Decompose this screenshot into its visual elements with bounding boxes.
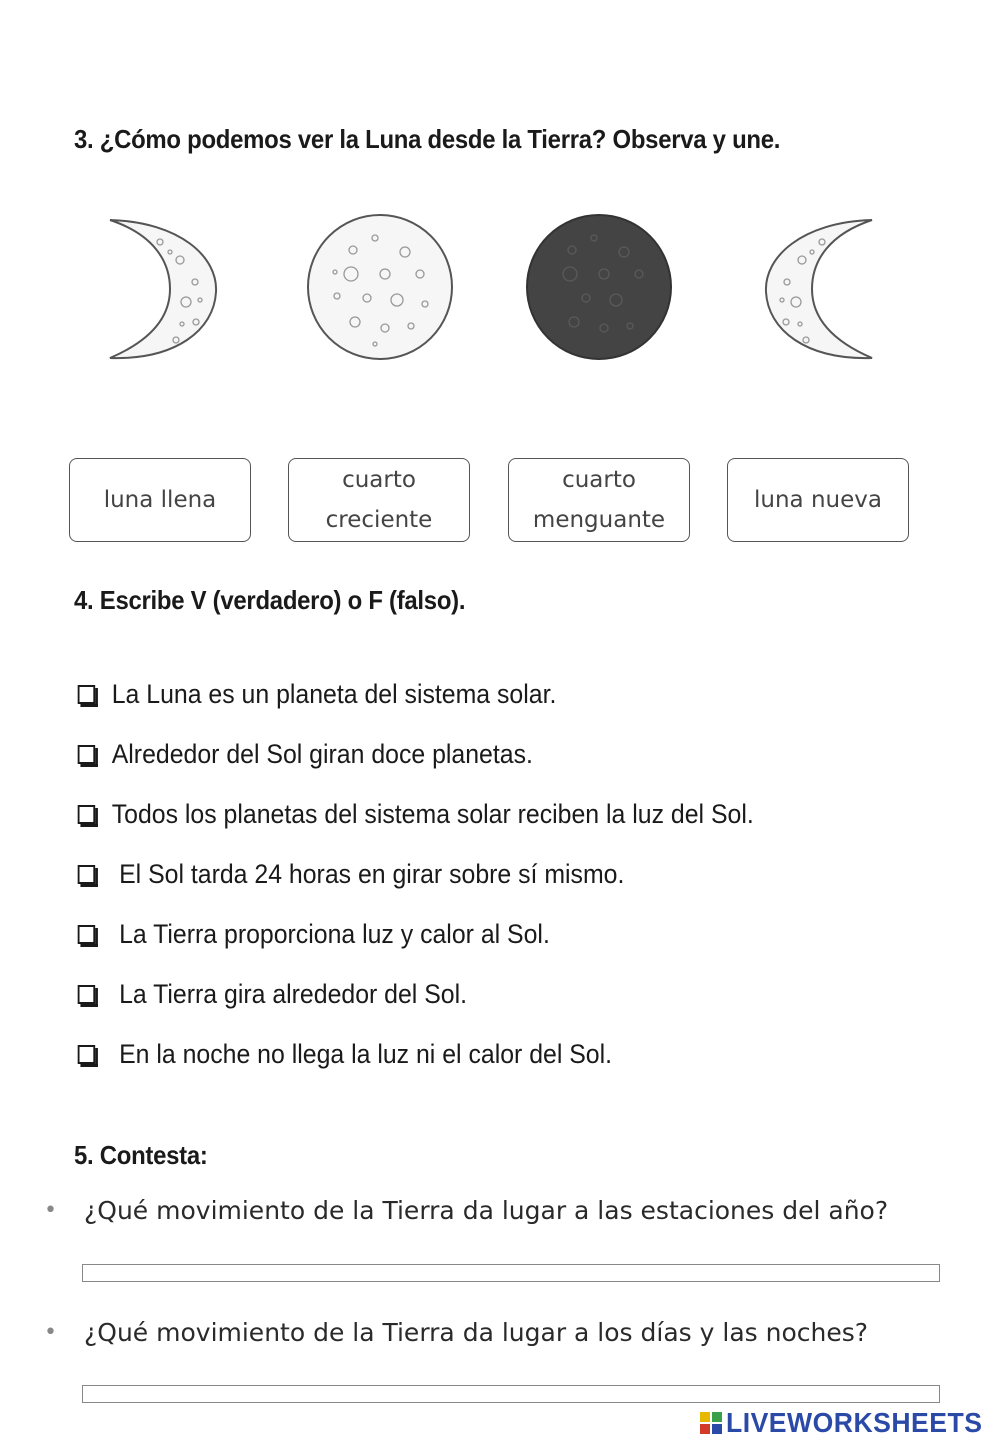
section-5-title: 5. Contesta: — [74, 1140, 208, 1170]
label-luna-nueva-text: luna nueva — [754, 487, 882, 513]
tf-item — [74, 974, 467, 1014]
tf-statement: En la noche no llega la luz ni el calor del Sol. — [119, 1038, 613, 1069]
answer-input-day-night[interactable] — [82, 1385, 940, 1403]
tf-statement: La Tierra gira alrededor del Sol. — [119, 978, 468, 1009]
answer-input-seasons[interactable] — [82, 1264, 940, 1282]
moon-full-icon — [305, 212, 455, 362]
tf-statement: Todos los planetas del sistema solar reciben la luz del Sol. — [111, 798, 754, 829]
tf-checkbox[interactable] — [78, 865, 95, 884]
tf-statement: La Tierra proporciona luz y calor al Sol. — [119, 918, 550, 949]
bullet-icon: • — [44, 1197, 57, 1223]
label-cuarto-creciente[interactable] — [288, 458, 470, 542]
liveworksheets-logo — [700, 1408, 996, 1438]
label-luna-llena-text: luna llena — [103, 487, 217, 513]
question-text: ¿Qué movimiento de la Tierra da lugar a las estaciones del año? — [84, 1195, 889, 1225]
tf-item — [74, 734, 533, 774]
tf-item — [74, 914, 550, 954]
tf-statement: Alrededor del Sol giran doce planetas. — [111, 738, 533, 769]
label-cuarto-creciente-line2: creciente — [325, 507, 433, 533]
liveworksheets-brand-text: LIVEWORKSHEETS — [726, 1407, 983, 1438]
question-seasons — [44, 1190, 888, 1230]
label-cuarto-creciente-line1: cuarto — [342, 467, 416, 493]
tf-checkbox[interactable] — [78, 985, 95, 1004]
bullet-icon: • — [44, 1319, 57, 1345]
tf-item — [74, 794, 754, 834]
question-day-night — [44, 1312, 868, 1352]
tf-item — [74, 854, 624, 894]
moon-crescent-left-icon — [762, 212, 882, 364]
tf-item — [74, 1034, 612, 1074]
moon-crescent-right-icon — [100, 212, 220, 364]
tf-statement: La Luna es un planeta del sistema solar. — [111, 678, 557, 709]
section-3-title: 3. ¿Cómo podemos ver la Luna desde la Tierra? Observa y une. — [74, 124, 781, 154]
section-4-title: 4. Escribe V (verdadero) o F (falso). — [74, 585, 466, 615]
question-text: ¿Qué movimiento de la Tierra da lugar a los días y las noches? — [84, 1317, 869, 1347]
liveworksheets-logo-icon — [700, 1410, 722, 1436]
tf-checkbox[interactable] — [78, 1045, 95, 1064]
label-cuarto-menguante-line1: cuarto — [562, 467, 636, 493]
moon-new-icon — [524, 212, 674, 362]
tf-statement: El Sol tarda 24 horas en girar sobre sí mismo. — [119, 858, 625, 889]
label-cuarto-menguante-line2: menguante — [532, 507, 666, 533]
label-luna-nueva[interactable] — [727, 458, 909, 542]
tf-checkbox[interactable] — [78, 925, 95, 944]
tf-item — [74, 674, 556, 714]
label-luna-llena[interactable] — [69, 458, 251, 542]
tf-checkbox[interactable] — [78, 685, 95, 704]
tf-checkbox[interactable] — [78, 745, 95, 764]
tf-checkbox[interactable] — [78, 805, 95, 824]
label-cuarto-menguante[interactable] — [508, 458, 690, 542]
